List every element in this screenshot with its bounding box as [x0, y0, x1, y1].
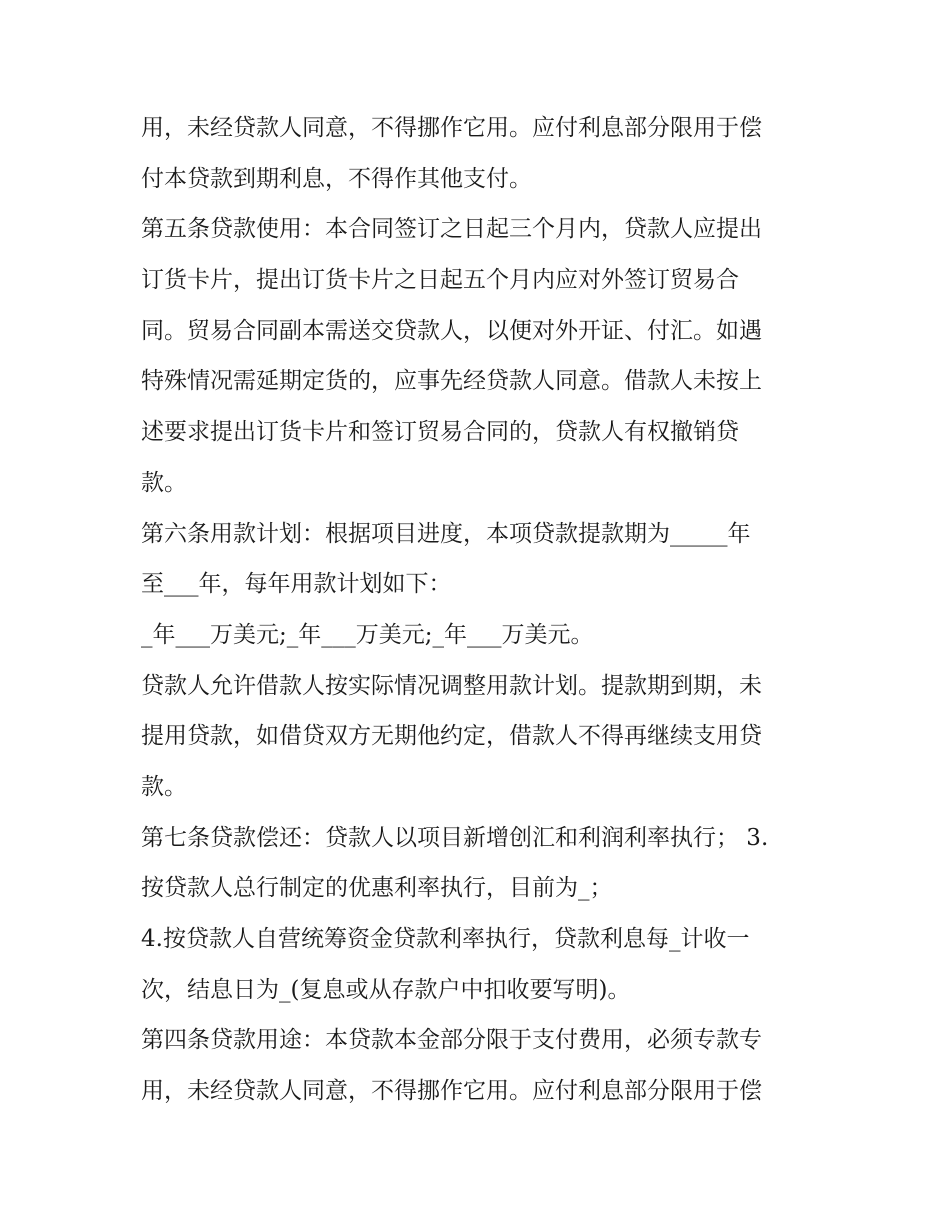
text-line: 贷款人允许借款人按实际情况调整用款计划。提款期到期，未 — [141, 672, 762, 699]
text-line: 述要求提出订货卡片和签订贸易合同的，贷款人有权撤销贷 — [141, 419, 739, 446]
text-line: 第七条贷款偿还：贷款人以项目新增创汇和利润利率执行； 3. — [141, 824, 769, 851]
text-line: 第四条贷款用途：本贷款本金部分限于支付费用，必须专款专 — [141, 1027, 762, 1054]
text-line: 付本贷款到期利息，不得作其他支付。 — [141, 165, 532, 192]
contract-text-body — [141, 103, 821, 1117]
text-line: 款。 — [141, 773, 187, 800]
text-line: 用，未经贷款人同意，不得挪作它用。应付利息部分限用于偿 — [141, 1078, 762, 1105]
text-line: _年___万美元;_年___万美元;_年___万美元。 — [141, 621, 594, 648]
text-line: 第六条用款计划：根据项目进度，本项贷款提款期为_____年 — [141, 520, 751, 547]
text-line: 4.按贷款人自营统筹资金贷款利率执行，贷款利息每_计收一 — [141, 926, 750, 952]
text-line: 款。 — [141, 469, 187, 496]
text-line: 特殊情况需延期定货的，应事先经贷款人同意。借款人未按上 — [141, 368, 762, 395]
text-line: 第五条贷款使用：本合同签订之日起三个月内，贷款人应提出 — [141, 216, 762, 243]
text-line: 用，未经贷款人同意，不得挪作它用。应付利息部分限用于偿 — [141, 115, 762, 141]
text-line: 提用贷款，如借贷双方无期他约定，借款人不得再继续支用贷 — [141, 723, 762, 750]
text-line: 次，结息日为_(复息或从存款户中扣收要写明)。 — [141, 976, 631, 1003]
text-line: 至___年，每年用款计划如下： — [141, 571, 452, 598]
text-line: 同。贸易合同副本需送交贷款人，以便对外开证、付汇。如遇 — [141, 317, 762, 344]
text-line: 按贷款人总行制定的优惠利率执行，目前为_； — [141, 875, 613, 902]
text-line: 订货卡片，提出订货卡片之日起五个月内应对外签订贸易合 — [141, 267, 739, 294]
